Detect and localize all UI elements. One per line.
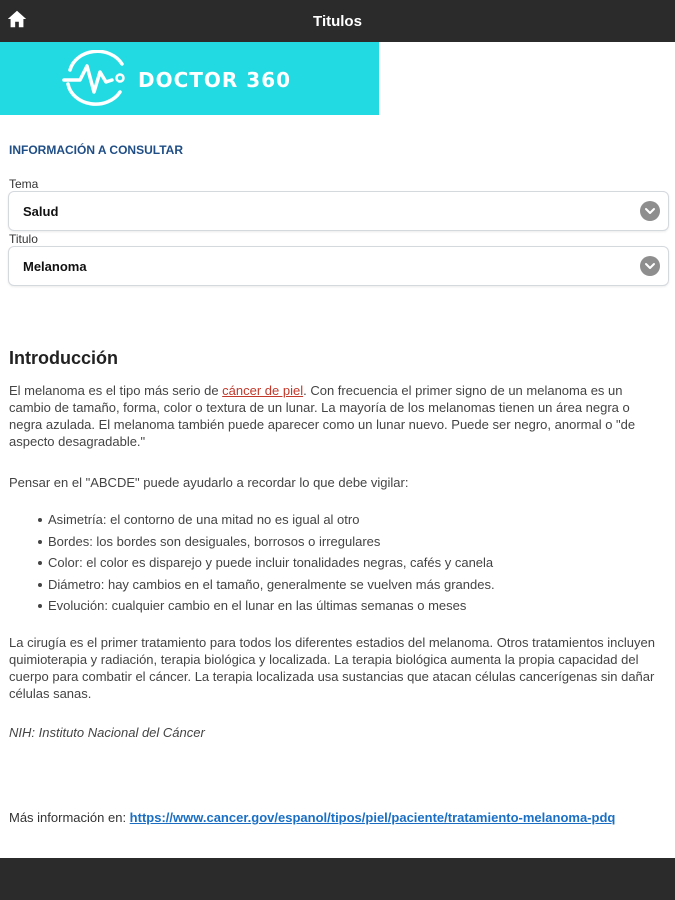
home-button[interactable] — [6, 8, 28, 30]
bottom-bar — [0, 858, 675, 900]
more-info-label: Más información en: — [9, 810, 130, 825]
page-title: Titulos — [313, 12, 362, 30]
intro-text-after: . Con frecuencia el primer signo de un melanoma es un cambio de tamaño, forma, color o textura de un lunar. La mayoría de los melanomas tienen un área negra o negra azulada. El melanoma también puede aparecer como un lunar nuevo. Puede ser negro, anormal o "de aspecto desagradable." — [9, 383, 636, 449]
titulo-select[interactable] — [8, 246, 669, 286]
abcde-paragraph: Pensar en el "ABCDE" puede ayudarlo a recordar lo que debe vigilar: — [9, 475, 409, 490]
top-bar — [0, 0, 675, 42]
tema-select[interactable] — [8, 191, 669, 231]
tema-label: Tema — [9, 177, 39, 191]
section-heading: INFORMACIÓN A CONSULTAR — [9, 143, 183, 157]
doctor360-logo-icon — [60, 50, 130, 106]
chevron-down-icon[interactable] — [640, 201, 660, 221]
skin-cancer-link[interactable]: cáncer de piel — [222, 383, 304, 398]
more-info — [9, 810, 615, 825]
article-title: Introducción — [9, 348, 118, 368]
more-info-link[interactable]: https://www.cancer.gov/espanol/tipos/piel/paciente/tratamiento-melanoma-pdq — [129, 810, 616, 825]
intro-paragraph — [9, 382, 664, 450]
list-item: Diámetro: hay cambios en el tamaño, generalmente se vuelven más grandes. — [48, 574, 658, 596]
logo-banner — [0, 42, 379, 115]
chevron-down-icon[interactable] — [640, 256, 660, 276]
source-citation: NIH: Instituto Nacional del Cáncer — [9, 725, 205, 740]
list-item: Evolución: cualquier cambio en el lunar en las últimas semanas o meses — [48, 595, 658, 617]
titulo-label: Titulo — [9, 232, 38, 246]
list-item: Asimetría: el contorno de una mitad no es igual al otro — [48, 509, 658, 531]
list-item: Bordes: los bordes son desiguales, borrosos o irregulares — [48, 531, 658, 553]
tema-select-value: Salud — [23, 203, 59, 219]
home-icon[interactable] — [6, 8, 28, 30]
intro-text-before: El melanoma es el tipo más serio de — [9, 383, 223, 398]
titulo-select-value: Melanoma — [23, 258, 87, 274]
treatment-paragraph: La cirugía es el primer tratamiento para todos los diferentes estadios del melanoma. Otros tratamientos incluyen quimioterapia y radiación, terapia biológica y localizada. La terapia biológica aumenta la propia capacidad del cuerpo para combatir el cáncer. La terapia localizada usa sustancias que atacan células cancerígenas sin dañar células sanas. — [9, 635, 655, 701]
abcde-list — [48, 509, 658, 617]
logo-text: DOCTOR 360 — [138, 68, 292, 92]
list-item: Color: el color es disparejo y puede incluir tonalidades negras, cafés y canela — [48, 552, 658, 574]
